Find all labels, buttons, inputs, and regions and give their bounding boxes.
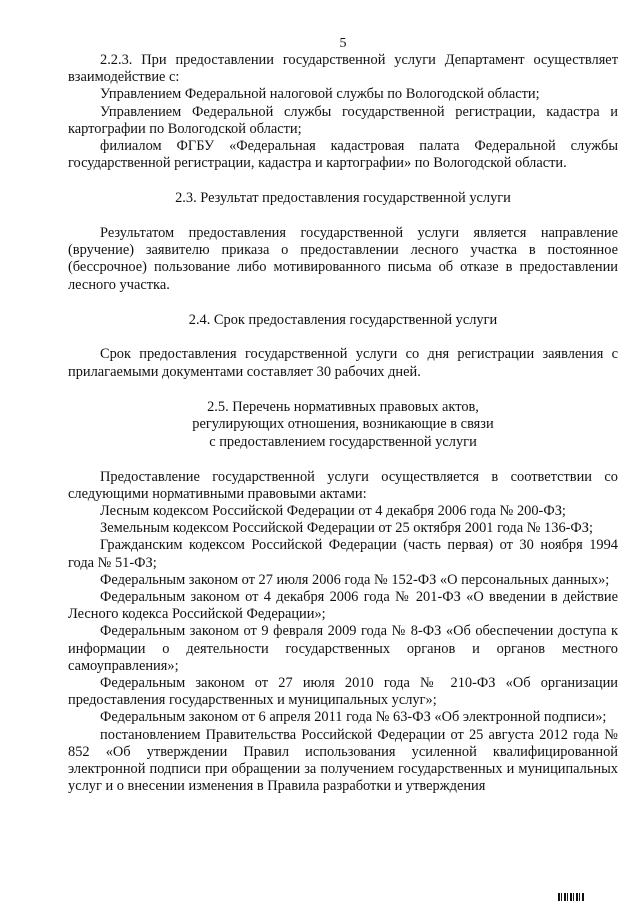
paragraph-forest-code: Лесным кодексом Российской Федерации от 4 декабря 2006 года № 200-ФЗ; <box>100 503 566 520</box>
paragraph-law-210: Федеральным законом от 27 июля 2010 года № 210-ФЗ «Об организации предоставления государственных и муниципальных услуг»; <box>68 675 618 709</box>
paragraph-tax-service: Управлением Федеральной налоговой службы по Вологодской области; <box>100 86 540 103</box>
paragraph-law-152: Федеральным законом от 27 июля 2006 года № 152-ФЗ «О персональных данных»; <box>100 571 610 588</box>
paragraph-law-201: Федеральным законом от 4 декабря 2006 года № 201-ФЗ «О введении в действие Лесного кодекса Российской Федерации»; <box>68 589 618 623</box>
paragraph-term: Срок предоставления государственной услуги со дня регистрации заявления с прилагаемыми документами составляет 30 рабочих дней. <box>68 346 618 380</box>
section-heading-2-3: 2.3. Результат предоставления государственной услуги <box>175 190 511 207</box>
document-body <box>68 52 618 795</box>
paragraph-2-2-3: 2.2.3. При предоставлении государственной услуги Департамент осуществляет взаимодействие с: <box>68 52 618 86</box>
barcode-mark <box>558 893 584 901</box>
document-page <box>68 0 618 905</box>
section-heading-2-5: 2.5. Перечень нормативных правовых актов, регулирующих отношения, возникающие в связи с предоставлением государственной услуги <box>192 398 494 451</box>
paragraph-law-8: Федеральным законом от 9 февраля 2009 года № 8-ФЗ «Об обеспечении доступа к информации о деятельности государственных органов и органов местного самоуправления»; <box>68 623 618 674</box>
paragraph-cadastral-chamber: филиалом ФГБУ «Федеральная кадастровая палата Федеральной службы государственной регистрации, кадастра и картографии» по Вологодской области. <box>68 138 618 172</box>
paragraph-legal-acts-intro: Предоставление государственной услуги осуществляется в соответствии со следующими нормативными правовыми актами: <box>68 468 618 502</box>
paragraph-result: Результатом предоставления государственной услуги является направление (вручение) заявителю приказа о предоставлении лесного участка в постоянное (бессрочное) пользование либо мотивированного письма об отказе в предоставлении лесного участка. <box>68 225 618 293</box>
paragraph-land-code: Земельным кодексом Российской Федерации от 25 октября 2001 года № 136-ФЗ; <box>100 520 594 537</box>
page-number: 5 <box>339 36 347 51</box>
paragraph-decree-852: постановлением Правительства Российской Федерации от 25 августа 2012 года № 852 «Об утверждении Правил использования усиленной квалифицированной электронной подписи при обращении за получением государственных и муниципальных услуг и о внесении изменения в Правила разработки и утверждения <box>68 726 618 795</box>
paragraph-civil-code: Гражданским кодексом Российской Федерации (часть первая) от 30 ноября 1994 года № 51-ФЗ; <box>68 537 618 571</box>
paragraph-registration-service: Управлением Федеральной службы государственной регистрации, кадастра и картографии по Вологодской области; <box>68 103 618 137</box>
paragraph-law-63: Федеральным законом от 6 апреля 2011 года № 63-ФЗ «Об электронной подписи»; <box>100 709 607 726</box>
section-heading-2-4: 2.4. Срок предоставления государственной услуги <box>188 311 498 328</box>
